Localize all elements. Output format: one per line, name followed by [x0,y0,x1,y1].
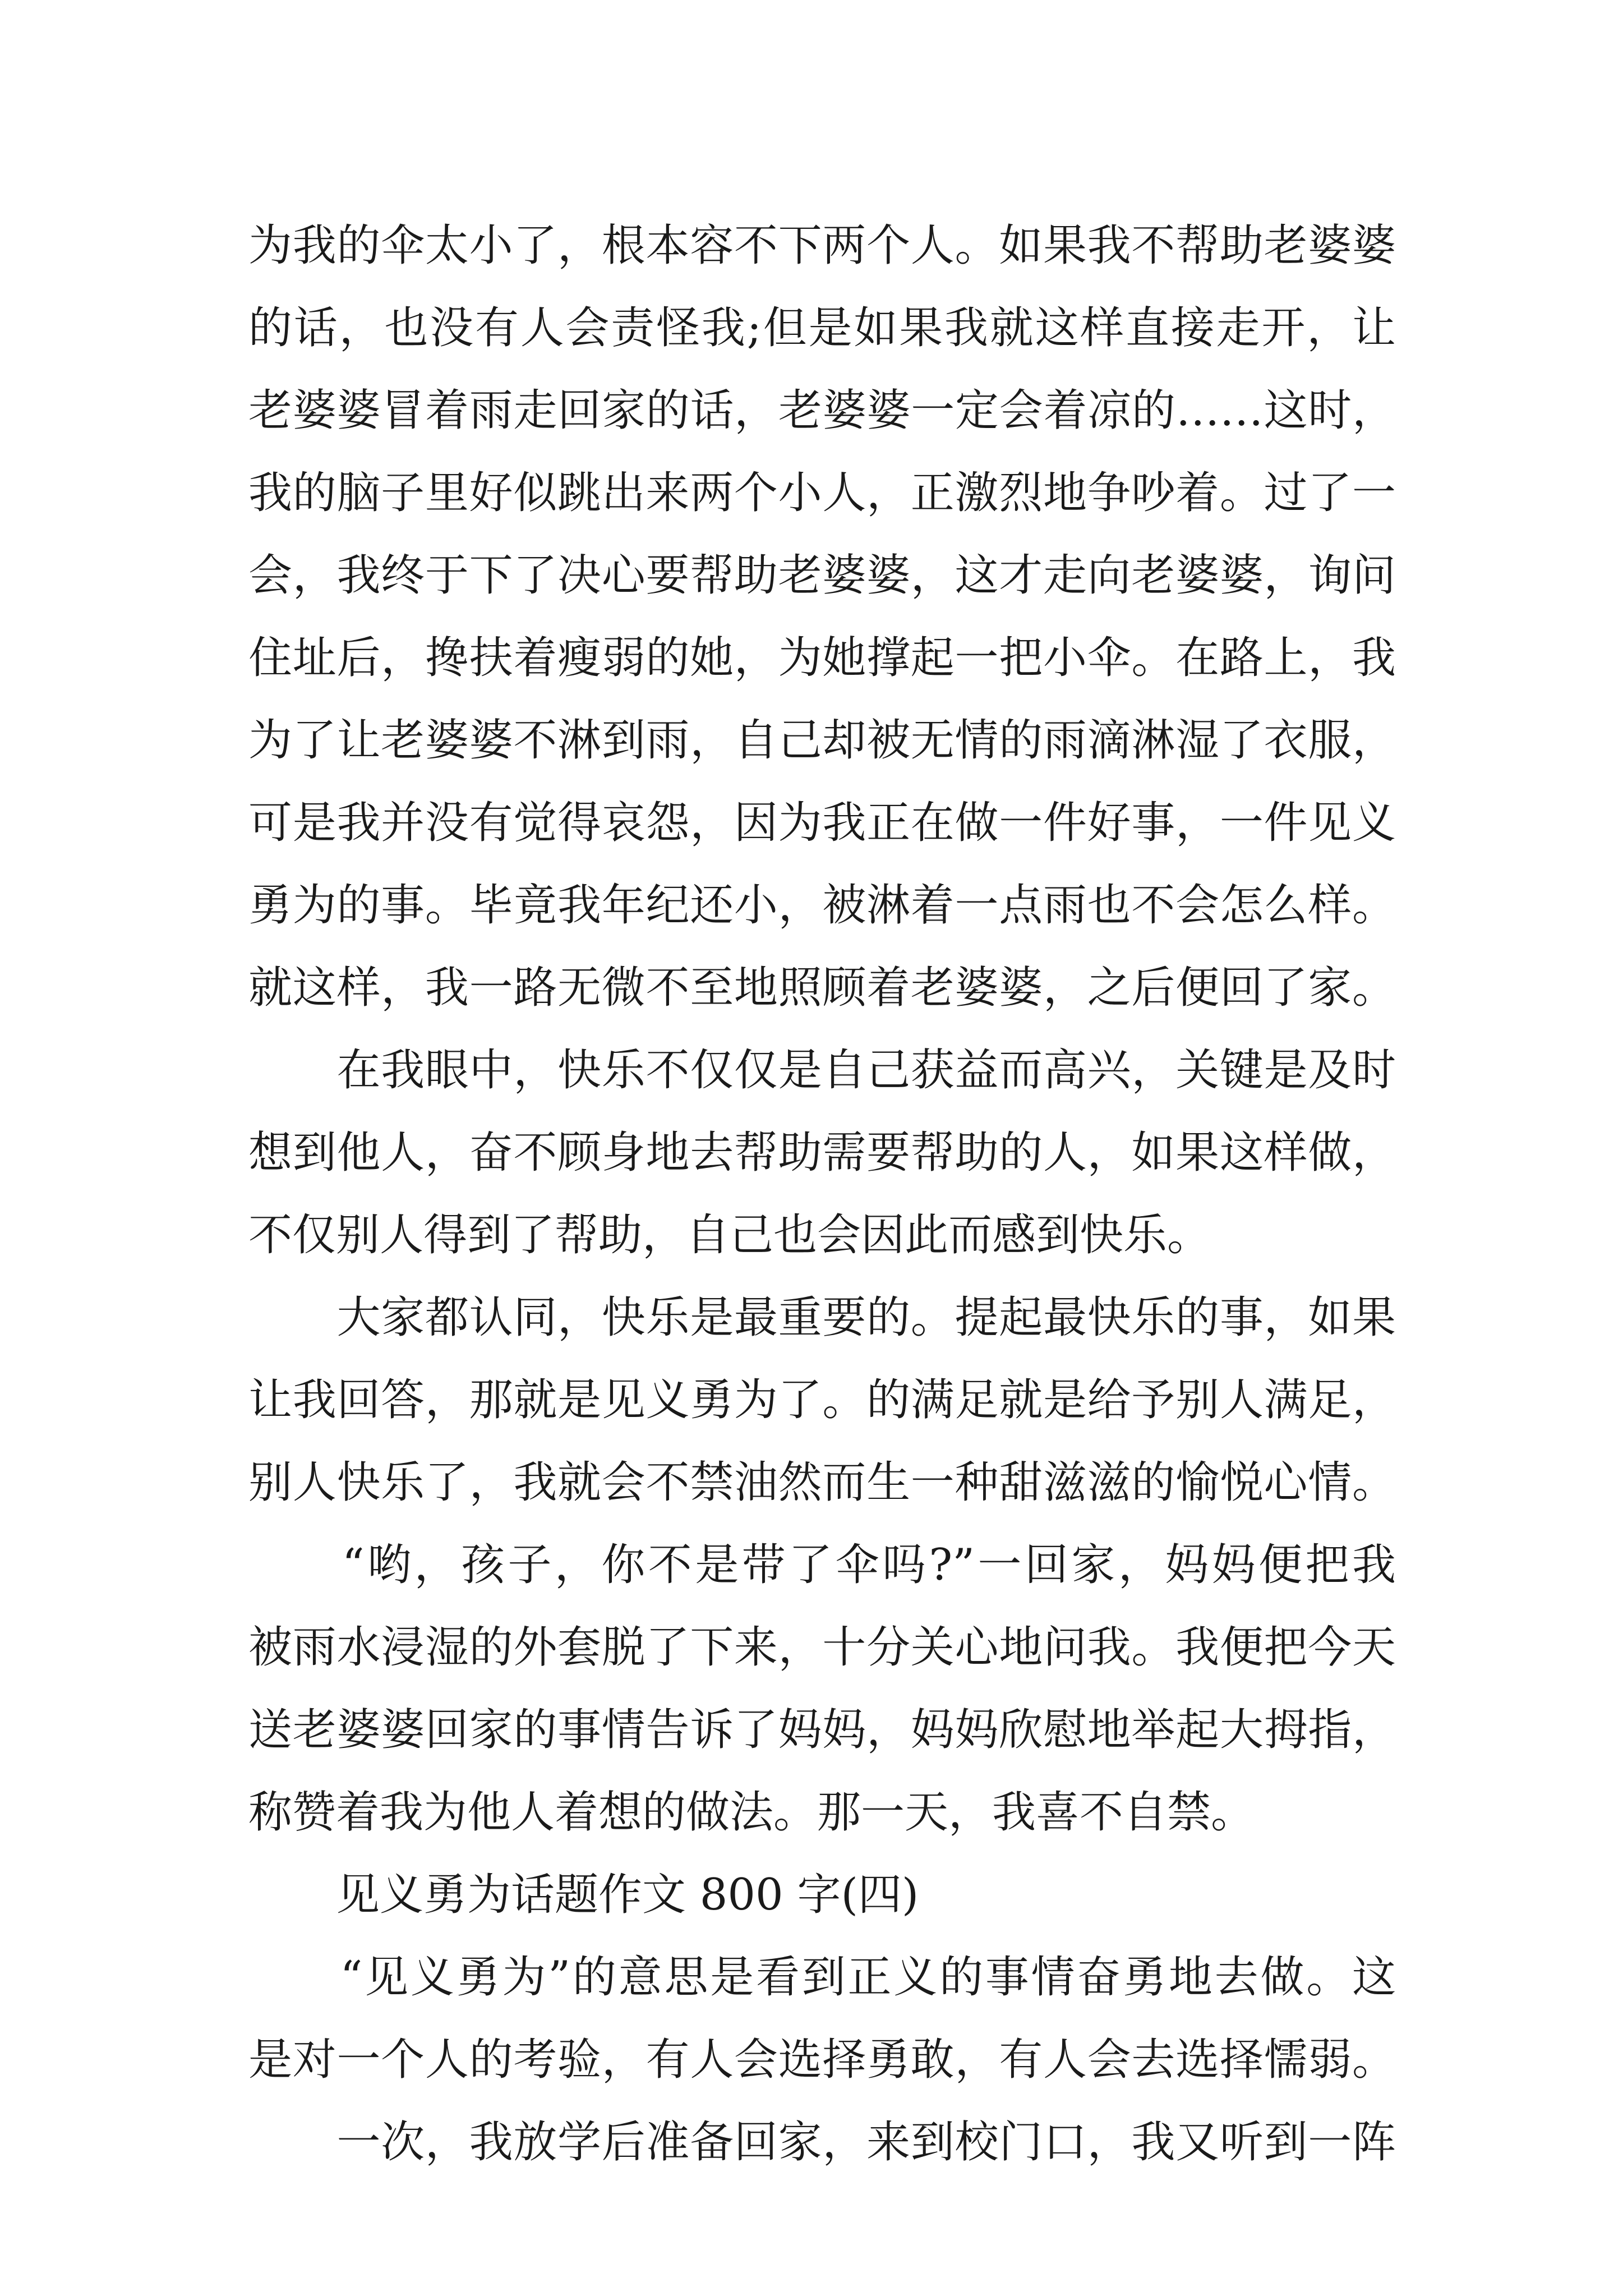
text-line-11: 在我眼中，快乐不仅仅是自己获益而高兴，关键是及时 [248,1045,1396,1096]
text-line-10: 就这样，我一路无微不至地照顾着老婆婆，之后便回了家。 [248,963,1396,1013]
text-line-4: 我的脑子里好似跳出来两个小人，正激烈地争吵着。过了一 [248,468,1396,518]
text-line-22: “见义勇为”的意思是看到正义的事情奋勇地去做。这 [248,1952,1396,2003]
section-heading: 见义勇为话题作文 800 字(四) [248,1870,919,1920]
text-line-2: 的话，也没有人会责怪我;但是如果我就这样直接走开，让 [248,303,1396,353]
text-line-7: 为了让老婆婆不淋到雨，自己却被无情的雨滴淋湿了衣服， [248,715,1396,766]
text-line-1: 为我的伞太小了，根本容不下两个人。如果我不帮助老婆婆 [248,220,1396,271]
text-line-19: 送老婆婆回家的事情告诉了妈妈，妈妈欣慰地举起大拇指， [248,1705,1396,1755]
text-line-9: 勇为的事。毕竟我年纪还小，被淋着一点雨也不会怎么样。 [248,880,1396,931]
text-line-24: 一次，我放学后准备回家，来到校门口，我又听到一阵 [248,2117,1396,2168]
text-line-12: 想到他人，奋不顾身地去帮助需要帮助的人，如果这样做， [248,1128,1396,1178]
text-line-8: 可是我并没有觉得哀怨，因为我正在做一件好事，一件见义 [248,798,1396,848]
text-line-5: 会，我终于下了决心要帮助老婆婆，这才走向老婆婆，询问 [248,550,1396,601]
text-line-16: 别人快乐了，我就会不禁油然而生一种甜滋滋的愉悦心情。 [248,1457,1396,1508]
text-line-23: 是对一个人的考验，有人会选择勇敢，有人会去选择懦弱。 [248,2035,1396,2085]
text-line-6: 住址后，搀扶着瘦弱的她，为她撑起一把小伞。在路上，我 [248,633,1396,683]
text-line-15: 让我回答，那就是见义勇为了。的满足就是给予别人满足， [248,1375,1396,1425]
text-line-13: 不仅别人得到了帮助，自己也会因此而感到快乐。 [248,1210,1211,1260]
document-body [248,205,1396,2184]
text-line-17: “哟，孩子，你不是带了伞吗?”一回家，妈妈便把我 [248,1540,1396,1590]
text-line-3: 老婆婆冒着雨走回家的话，老婆婆一定会着凉的……这时， [248,385,1396,436]
text-line-18: 被雨水浸湿的外套脱了下来，十分关心地问我。我便把今天 [248,1622,1396,1673]
text-line-20: 称赞着我为他人着想的做法。那一天，我喜不自禁。 [248,1787,1255,1838]
text-line-14: 大家都认同，快乐是最重要的。提起最快乐的事，如果 [248,1292,1396,1343]
